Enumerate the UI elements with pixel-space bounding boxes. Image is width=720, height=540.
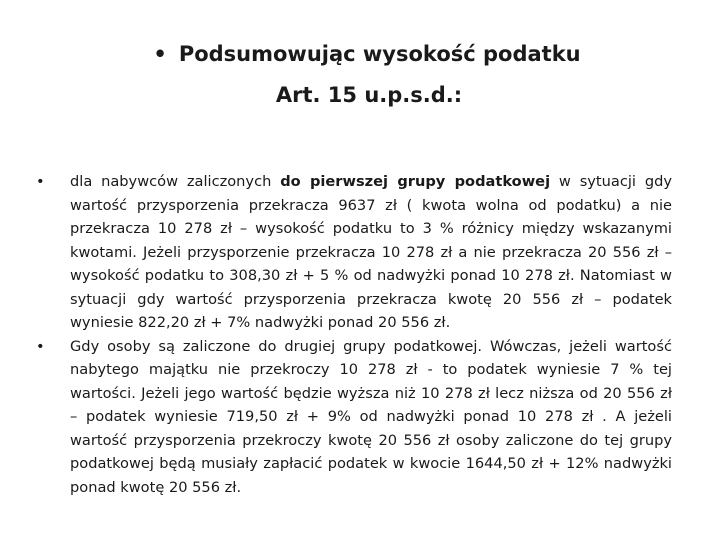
- item-text-bold: do pierwszej grupy podatkowej: [280, 173, 551, 190]
- item-text: Gdy osoby są zaliczone do drugiej grupy podatkowej. Wówczas, jeżeli wartość nabytego majątku nie przekroczy 10 278 zł - to podatek wyniesie 7 % tej wartości. Jeżeli jego wartość będzie wyższa niż 10 278 zł lecz niższa od 20 556 zł – podatek wyniesie 719,50 zł + 9% od nadwyżki ponad 10 278 zł . A jeżeli wartość przysporzenia przekroczy kwotę 20 556 zł osoby zaliczone do tej grupy podatkowej będą musiały zapłacić podatek w kwocie 1644,50 zł + 12% nadwyżki ponad kwotę 20 556 zł.: [70, 337, 672, 496]
- bullet-marker: •: [36, 173, 45, 190]
- title-line-1: [0, 34, 720, 75]
- item-text-before: dla nabywców zaliczonych: [70, 173, 281, 190]
- list-item-first-group: [36, 170, 672, 335]
- title-text-1: Podsumowując wysokość podatku: [178, 42, 581, 66]
- bullet-list: [36, 170, 672, 499]
- bullet-marker: •: [36, 337, 45, 355]
- title-line-2: Art. 15 u.p.s.d.:: [275, 83, 463, 107]
- slide-title: [0, 34, 720, 116]
- list-item-second-group: [36, 335, 672, 500]
- item-text-after: w sytuacji gdy wartość przysporzenia przekracza 9637 zł ( kwota wolna od podatku) a nie przekracza 10 278 zł – wysokość podatku to 3 % różnicy między wskazanymi kwotami. Jeżeli przysporzenie przekracza 10 278 zł a nie przekracza 20 556 zł – wysokość podatku to 308,30 zł + 5 % od nadwyżki ponad 10 278 zł. Natomiast w sytuacji gdy wartość przysporzenia przekracza kwotę 20 556 zł – podatek wyniesie 822,20 zł + 7% nadwyżki ponad 20 556 zł.: [70, 173, 672, 331]
- title-bullet: •: [153, 42, 167, 66]
